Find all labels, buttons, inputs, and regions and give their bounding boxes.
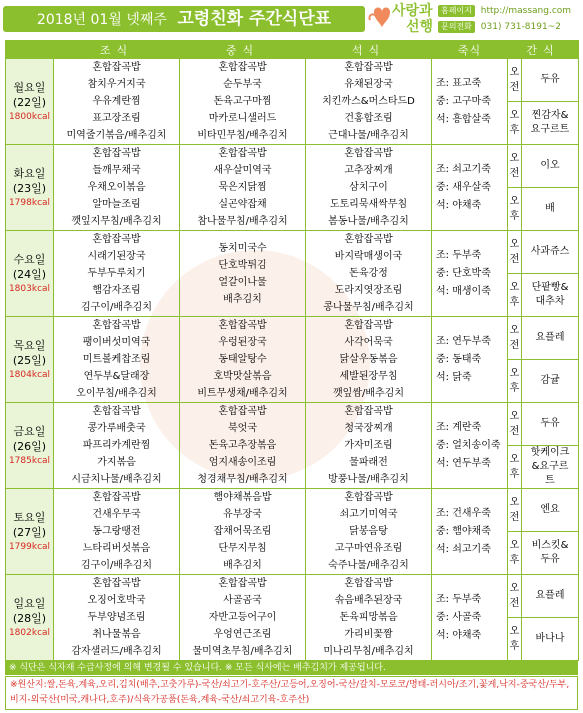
- day-date: (22일): [12, 95, 47, 109]
- menu-item: 돈육고구마찜: [213, 96, 272, 107]
- dinner-menu: [306, 145, 432, 231]
- pm-label-2: 후: [509, 641, 520, 652]
- menu-item: 혼합잡곡밥: [344, 578, 393, 589]
- porridge-item: 중: 동태죽: [436, 353, 482, 365]
- am-label-2: 전: [509, 340, 520, 351]
- phone-number: 031) 731-8191~2: [480, 22, 561, 32]
- menu-item: 표고장조림: [92, 113, 141, 124]
- menu-item: 취나물볶음: [92, 629, 141, 640]
- menu-item: 배추김치: [223, 293, 262, 305]
- pm-label-1: 오: [509, 454, 520, 465]
- porridge-item: 석: 쇠고기죽: [436, 543, 491, 555]
- pm-label-2: 후: [509, 211, 520, 222]
- porridge-item: 석: 야채죽: [436, 629, 482, 641]
- pm-label-2: 후: [509, 297, 520, 308]
- menu-item: 쇠고기미역국: [339, 509, 398, 520]
- lunch-menu: [180, 575, 306, 661]
- breakfast-menu: [54, 231, 180, 317]
- pm-label-1: 오: [509, 626, 520, 637]
- menu-item: 혼합잡곡밥: [344, 320, 393, 331]
- menu-item: 두부두루치기: [87, 268, 146, 279]
- am-label-1: 오: [509, 325, 520, 336]
- menu-item: 우엉연근조림: [213, 629, 272, 640]
- origin-note: ※원산지:쌀,돈육,계육,오리,김치(배추,고춧가루)-국산/쇠고기-호주산/고등어,오징어-국산/갈치-모로코/명태-러시아/조기,꽃게,낙지-중국산/두부,비지-외국산(미국,캐나다,호주)/식육가공품(돈육,계육-국산/쇠고기육-호주산): [5, 676, 578, 710]
- day-name: 수요일: [13, 252, 46, 266]
- title-prefix: 2018년 01월 넷째주: [36, 12, 167, 28]
- porridge-item: 석: 매생이죽: [436, 285, 491, 297]
- homepage-row: [438, 5, 571, 17]
- menu-item: 유채된장국: [344, 79, 393, 90]
- am-label-1: 오: [509, 411, 520, 422]
- dinner-menu: [306, 489, 432, 575]
- header: [0, 0, 583, 40]
- menu-item: 실곤약잡채: [218, 199, 267, 210]
- breakfast-menu: [54, 403, 180, 489]
- porridge-item: 중: 얼치송이죽: [436, 439, 501, 451]
- breakfast-menu: [54, 575, 180, 661]
- menu-item: 파프리카계란찜: [82, 440, 151, 451]
- porridge-menu: [432, 575, 508, 661]
- menu-item: 비트무생채/배추김치: [197, 388, 288, 399]
- am-label: [508, 489, 522, 532]
- porridge-item: 중: 햄야채죽: [436, 525, 491, 537]
- menu-item: 혼합잡곡밥: [218, 406, 267, 417]
- menu-item: 돈육고추장볶음: [208, 440, 277, 451]
- porridge-item: 조: 두부죽: [436, 593, 482, 605]
- lunch-menu: [180, 317, 306, 403]
- day-kcal: 1802kcal: [8, 627, 51, 638]
- am-label: [508, 403, 522, 446]
- am-label: [508, 317, 522, 360]
- menu-item: 우채오이볶음: [87, 182, 146, 193]
- menu-item: 혼합잡곡밥: [92, 148, 141, 159]
- menu-item: 고추장찌개: [344, 165, 393, 176]
- menu-item: 닭살우동볶음: [339, 354, 398, 365]
- menu-item: 감자샐러드/배추김치: [71, 646, 162, 657]
- menu-item: 깻잎지무침/배추김치: [71, 216, 162, 227]
- breakfast-menu: [54, 145, 180, 231]
- breakfast-menu: [54, 59, 180, 145]
- pm-label-2: 후: [509, 383, 520, 394]
- menu-item: 김구이/배추김치: [81, 302, 152, 313]
- pm-label: [508, 618, 522, 661]
- snack-am: 요플레: [522, 317, 579, 360]
- snack-am: 사과쥬스: [522, 231, 579, 274]
- menu-item: 오징어호박국: [87, 595, 146, 606]
- am-label-1: 오: [509, 239, 520, 250]
- am-label-1: 오: [509, 583, 520, 594]
- snack-pm-text: 비스킷&두유: [531, 540, 569, 565]
- lunch-menu: [180, 231, 306, 317]
- day-kcal: 1785kcal: [8, 455, 51, 466]
- menu-item: 혼합잡곡밥: [218, 320, 267, 331]
- menu-item: 비타민무침/배추김치: [197, 130, 288, 141]
- snack-pm: [522, 532, 579, 575]
- menu-item: 혼합잡곡밥: [92, 320, 141, 331]
- am-label-2: 전: [509, 254, 520, 265]
- menu-item: 가지볶음: [97, 457, 136, 468]
- menu-item: 우렁된장국: [218, 337, 267, 348]
- day-name: 목요일: [13, 338, 46, 352]
- menu-item: 단호박튀김: [218, 259, 267, 271]
- day-date: (25일): [12, 353, 47, 367]
- day-name: 월요일: [13, 80, 46, 94]
- menu-item: 알마늘조림: [92, 199, 141, 210]
- header-breakfast: 조식: [54, 41, 180, 59]
- menu-item: 북엇국: [228, 423, 257, 434]
- menu-item: 새우살미역국: [213, 165, 272, 176]
- lunch-menu: [180, 489, 306, 575]
- menu-item: 햄야채볶음밥: [213, 492, 272, 503]
- am-label-2: 전: [509, 512, 520, 523]
- menu-item: 동치미국수: [218, 242, 267, 254]
- am-label-1: 오: [509, 153, 520, 164]
- porridge-item: 석: 야채죽: [436, 199, 482, 211]
- homepage-link[interactable]: http://massang.com: [480, 6, 572, 16]
- dinner-menu: [306, 403, 432, 489]
- title-main: 고령친화 주간식단표: [177, 9, 332, 29]
- pm-label-2: 후: [509, 469, 520, 480]
- day-kcal: 1799kcal: [8, 541, 51, 552]
- menu-item: 동그랑땡전: [92, 526, 141, 537]
- menu-item: 순두부국: [223, 79, 262, 90]
- header-dinner: 석식: [306, 41, 432, 59]
- phone-label: 문의전화: [438, 21, 475, 33]
- menu-item: 호박맛살볶음: [213, 371, 272, 382]
- logo-text-2: 선행: [406, 19, 434, 35]
- pm-label: [508, 188, 522, 231]
- menu-item: 혼합잡곡밥: [92, 234, 141, 245]
- menu-item: 단무지무침: [218, 543, 267, 554]
- am-label-2: 전: [509, 168, 520, 179]
- menu-item: 혼합잡곡밥: [92, 578, 141, 589]
- porridge-item: 조: 쇠고기죽: [436, 163, 491, 175]
- pm-label: [508, 274, 522, 317]
- menu-item: 두부양념조림: [87, 612, 146, 623]
- snack-pm-text: 단팥빵&대추차: [531, 282, 569, 307]
- homepage-label: 홈페이지: [438, 5, 475, 17]
- pm-label: [508, 360, 522, 403]
- snack-pm: [522, 274, 579, 317]
- day-cell: [6, 231, 54, 317]
- day-name: 화요일: [13, 166, 46, 180]
- menu-item: 들깨무채국: [92, 165, 141, 176]
- pm-label-1: 오: [509, 368, 520, 379]
- header-lunch: 중식: [180, 41, 306, 59]
- menu-item: 유부장국: [223, 509, 262, 520]
- pm-label-1: 오: [509, 196, 520, 207]
- breakfast-menu: [54, 489, 180, 575]
- menu-item: 건홍합조림: [344, 113, 393, 124]
- menu-item: 사각어묵국: [344, 337, 393, 348]
- snack-pm: 감귤: [522, 360, 579, 403]
- menu-item: 잡채어묵조림: [213, 526, 272, 537]
- porridge-menu: [432, 59, 508, 145]
- menu-item: 근대나물/배추김치: [328, 130, 409, 141]
- menu-item: 사골곰국: [223, 595, 262, 606]
- menu-item: 방풍나물/배추김치: [328, 474, 409, 485]
- am-label-2: 전: [509, 598, 520, 609]
- porridge-item: 조: 두부죽: [436, 249, 482, 261]
- menu-item: 팽이버섯미역국: [82, 337, 151, 348]
- menu-item: 미나리무침/배추김치: [323, 646, 414, 657]
- lunch-menu: [180, 59, 306, 145]
- day-date: (28일): [12, 611, 47, 625]
- day-kcal: 1804kcal: [8, 369, 51, 380]
- footer-note: ※ 식단은 식자재 수급사정에 의해 변경될 수 있습니다. ※ 모든 식사에는 배추김치가 제공됩니다.: [5, 661, 578, 675]
- day-name: 토요일: [13, 510, 46, 524]
- menu-item: 봄동나물/배추김치: [328, 216, 409, 227]
- snack-am: 두유: [522, 59, 579, 102]
- porridge-item: 조: 연두부죽: [436, 335, 491, 347]
- menu-item: 가리비꽃짬: [344, 629, 393, 640]
- menu-item: 배추김치: [223, 560, 262, 571]
- snack-am: 두유: [522, 403, 579, 446]
- day-cell: [6, 575, 54, 661]
- page-title: [8, 8, 360, 30]
- menu-item: 혼합잡곡밥: [344, 406, 393, 417]
- menu-item: 혼합잡곡밥: [92, 492, 141, 503]
- pm-label-2: 후: [509, 125, 520, 136]
- snack-am: 엔요: [522, 489, 579, 532]
- menu-item: 미트볼케찹조림: [82, 354, 151, 365]
- snack-am: 이오: [522, 145, 579, 188]
- pm-label-1: 오: [509, 110, 520, 121]
- menu-item: 혼합잡곡밥: [344, 492, 393, 503]
- porridge-item: 석: 닭죽: [436, 371, 472, 383]
- dinner-menu: [306, 317, 432, 403]
- day-kcal: 1803kcal: [8, 283, 51, 294]
- menu-item: 깻잎쌈/배추김치: [333, 388, 404, 399]
- menu-table: [5, 40, 579, 661]
- snack-pm: [522, 446, 579, 489]
- menu-item: 시래기된장국: [87, 251, 146, 262]
- am-label-1: 오: [509, 497, 520, 508]
- am-label: [508, 59, 522, 102]
- porridge-menu: [432, 231, 508, 317]
- porridge-item: 중: 사골죽: [436, 611, 482, 623]
- menu-item: 혼합잡곡밥: [344, 148, 393, 159]
- menu-item: 참치우거지국: [87, 79, 146, 90]
- logo-text-1: 사랑과: [392, 3, 433, 19]
- porridge-item: 석: 흥합살죽: [436, 113, 491, 125]
- dinner-menu: [306, 231, 432, 317]
- menu-item: 돈육피망볶음: [339, 612, 398, 623]
- menu-item: 묵은지닭찜: [218, 182, 267, 193]
- day-date: (26일): [12, 439, 47, 453]
- breakfast-menu: [54, 317, 180, 403]
- lunch-menu: [180, 403, 306, 489]
- snack-pm: [522, 102, 579, 145]
- menu-item: 청국장찌개: [344, 423, 393, 434]
- day-kcal: 1800kcal: [8, 111, 51, 122]
- menu-item: 물미역초무침/배추김치: [192, 646, 293, 657]
- day-name: 일요일: [13, 596, 46, 610]
- menu-item: 혼합잡곡밥: [344, 234, 393, 245]
- menu-item: 숙주나물/배추김치: [328, 560, 409, 571]
- menu-item: 미역줄기볶음/배추김치: [66, 130, 167, 141]
- menu-item: 세발된장무침: [339, 371, 398, 382]
- lunch-menu: [180, 145, 306, 231]
- am-label: [508, 145, 522, 188]
- porridge-item: 중: 고구마죽: [436, 95, 491, 107]
- snack-pm: 배: [522, 188, 579, 231]
- menu-item: 물파래전: [349, 457, 388, 468]
- menu-item: 혼합잡곡밥: [344, 62, 393, 73]
- day-cell: [6, 489, 54, 575]
- am-label-1: 오: [509, 67, 520, 78]
- pm-label-2: 후: [509, 555, 520, 566]
- menu-item: 바지락매생이국: [334, 251, 403, 262]
- am-label-2: 전: [509, 426, 520, 437]
- porridge-item: 조: 표고죽: [436, 77, 482, 89]
- snack-pm: 바나나: [522, 618, 579, 661]
- menu-item: 콩나물무침/배추김치: [323, 302, 414, 313]
- menu-item: 우유계란찜: [92, 96, 141, 107]
- menu-item: 햄감자조림: [92, 285, 141, 296]
- day-name: 금요일: [13, 424, 46, 438]
- menu-item: 돈육강정: [349, 268, 388, 279]
- menu-item: 삼치구이: [349, 182, 388, 193]
- menu-item: 얼갈이나물: [218, 276, 267, 288]
- pm-label: [508, 532, 522, 575]
- menu-item: 참나물무침/배추김치: [197, 216, 288, 227]
- day-cell: [6, 403, 54, 489]
- day-cell: [6, 317, 54, 403]
- header-snack: 간식: [508, 41, 579, 59]
- porridge-item: 중: 새우살죽: [436, 181, 491, 193]
- dinner-menu: [306, 575, 432, 661]
- menu-item: 치킨까스&머스타드D: [322, 96, 415, 107]
- pm-label: [508, 446, 522, 489]
- day-cell: [6, 59, 54, 145]
- snack-pm-text: 찐감자&요구르트: [530, 110, 570, 135]
- day-date: (23일): [12, 181, 47, 195]
- menu-item: 혼합잡곡밥: [218, 62, 267, 73]
- dinner-menu: [306, 59, 432, 145]
- day-date: (27일): [12, 525, 47, 539]
- day-cell: [6, 145, 54, 231]
- menu-item: 자반고등어구이: [208, 612, 277, 623]
- menu-item: 건새우무국: [92, 509, 141, 520]
- porridge-item: 석: 연두부죽: [436, 457, 491, 469]
- menu-item: 시금치나물/배추김치: [71, 474, 162, 485]
- am-label: [508, 575, 522, 618]
- porridge-menu: [432, 403, 508, 489]
- menu-item: 청경채무침/배추김치: [197, 474, 288, 485]
- day-kcal: 1798kcal: [8, 197, 51, 208]
- pm-label: [508, 102, 522, 145]
- menu-item: 오이무침/배추김치: [76, 388, 157, 399]
- pm-label-1: 오: [509, 540, 520, 551]
- menu-item: 도라지엿장조림: [334, 285, 403, 296]
- menu-item: 엄지새송이조림: [208, 457, 277, 468]
- am-label-2: 전: [509, 82, 520, 93]
- menu-item: 도토리묵새싹무침: [329, 199, 408, 210]
- menu-item: 연두부&달래장: [83, 371, 150, 382]
- day-date: (24일): [12, 267, 47, 281]
- porridge-menu: [432, 145, 508, 231]
- menu-item: 혼합잡곡밥: [218, 148, 267, 159]
- menu-item: 가자미조림: [344, 440, 393, 451]
- menu-item: 닭봉음탕: [349, 526, 388, 537]
- menu-body: [6, 59, 579, 661]
- menu-item: 느타리버섯볶음: [82, 543, 151, 554]
- menu-item: 솎음배추된장국: [334, 595, 403, 606]
- corner-header: [6, 41, 54, 59]
- snack-am: 요플레: [522, 575, 579, 618]
- porridge-menu: [432, 489, 508, 575]
- menu-item: 혼합잡곡밥: [92, 406, 141, 417]
- menu-item: 동태알탕수: [218, 354, 267, 365]
- am-label: [508, 231, 522, 274]
- menu-item: 혼합잡곡밥: [218, 578, 267, 589]
- pm-label-1: 오: [509, 282, 520, 293]
- porridge-item: 조: 계란죽: [436, 421, 482, 433]
- phone-row: [438, 21, 561, 33]
- menu-item: 고구마연유조림: [334, 543, 403, 554]
- menu-item: 김구이/배추김치: [81, 560, 152, 571]
- menu-item: 콩가루배춧국: [87, 423, 146, 434]
- snack-pm-text: 핫케이크&요구르트: [530, 447, 570, 486]
- header-porridge: 죽식: [432, 41, 508, 59]
- menu-item: 마카로니샐러드: [208, 113, 277, 124]
- porridge-item: 조: 건새우죽: [436, 507, 491, 519]
- menu-item: 혼합잡곡밥: [92, 62, 141, 73]
- porridge-menu: [432, 317, 508, 403]
- porridge-item: 중: 단호박죽: [436, 267, 491, 279]
